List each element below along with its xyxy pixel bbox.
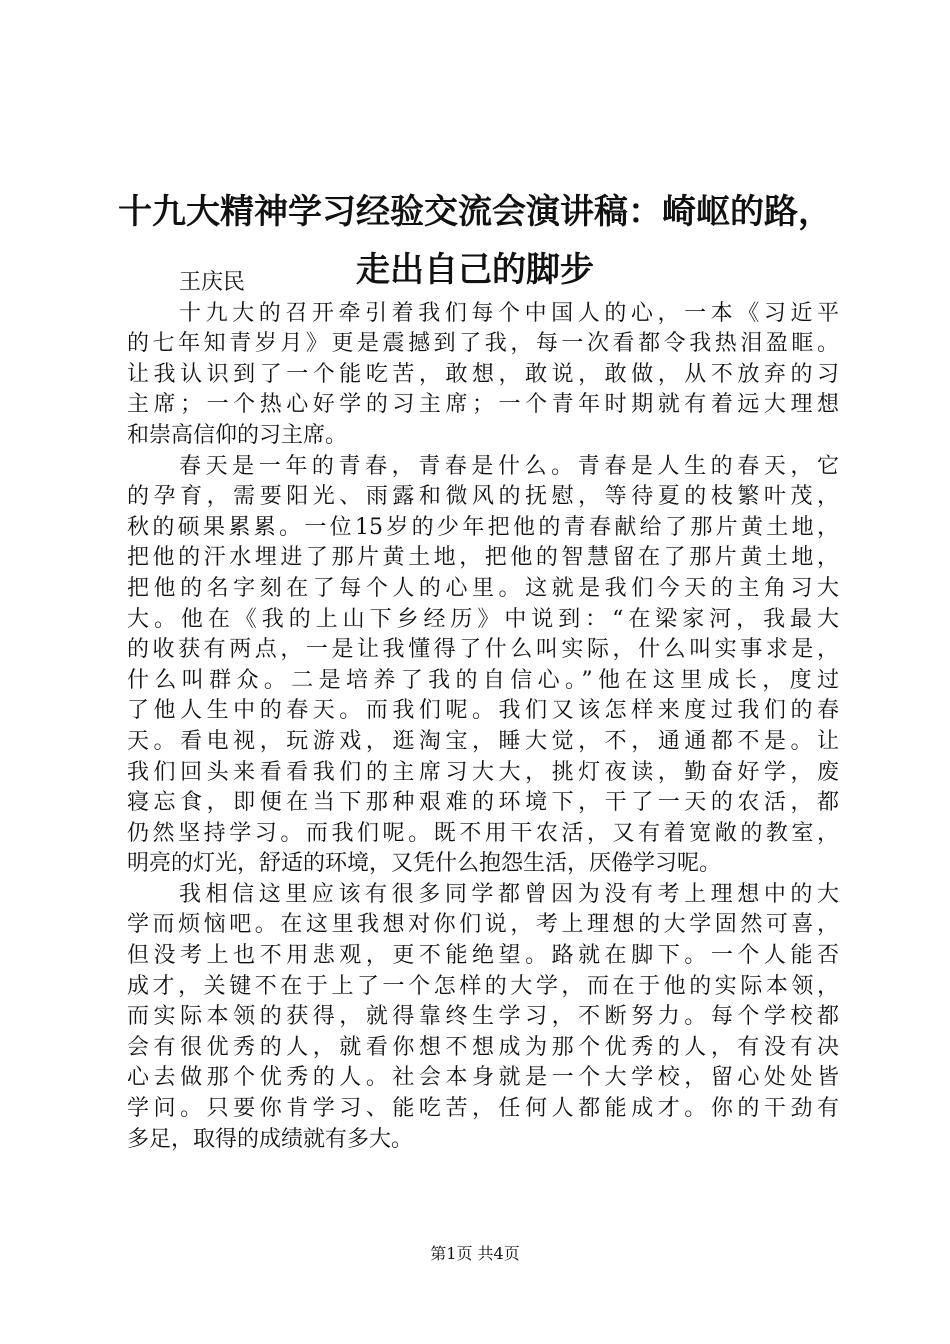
text-line: 的收获有两点，一是让我懂得了什么叫实际，什么叫实事求是，: [127, 637, 839, 663]
document-body: [127, 268, 839, 1155]
title-line: 走出自己的脚步: [356, 250, 594, 290]
text-line: 成才，关键不在于上了一个怎样的大学，而在于他的实际本领，: [127, 973, 839, 999]
text-line: 了他人生中的春天。而我们呢。我们又该怎样来度过我们的春: [127, 698, 839, 724]
text-line: 让我认识到了一个能吃苦，敢想，敢说，敢做，从不放弃的习: [127, 361, 839, 387]
text-line: 把他的汗水埋进了那片黄土地，把他的智慧留在了那片黄土地，: [127, 545, 839, 571]
text-line: 学问。只要你肯学习、能吃苦，任何人都能成才。你的干劲有: [127, 1096, 839, 1122]
text-line: 什么叫群众。二是培养了我的自信心。”他在这里成长，度过: [127, 667, 839, 693]
text-line: 秋的硕果累累。一位15岁的少年把他的青春献给了那片黄土地，: [127, 514, 839, 540]
text-line: 仍然坚持学习。而我们呢。既不用干农活，又有着宽敞的教室，: [127, 820, 839, 846]
paragraph-2: [127, 452, 839, 880]
text-line: 的孕育，需要阳光、雨露和微风的抚慰，等待夏的枝繁叶茂，: [127, 484, 839, 510]
text-line: 的七年知青岁月》更是震撼到了我，每一次看都令我热泪盈眶。: [127, 331, 839, 357]
text-line: 大。他在《我的上山下乡经历》中说到：“在梁家河，我最大: [127, 606, 839, 632]
author-name: 王庆民: [179, 270, 246, 295]
paragraph-1: [127, 299, 839, 452]
page-footer: [0, 1244, 950, 1264]
text-line: 十九大的召开牵引着我们每个中国人的心，一本《习近平: [179, 300, 839, 326]
paragraph-3: [127, 880, 839, 1155]
text-line: 多足，取得的成绩就有多大。: [127, 1126, 414, 1152]
text-line: 我们回头来看看我们的主席习大大，挑灯夜读，勤奋好学，废: [127, 759, 839, 785]
text-line: 学而烦恼吧。在这里我想对你们说，考上理想的大学固然可喜，: [127, 912, 839, 938]
text-line: 明亮的灯光，舒适的环境，又凭什么抱怨生活，厌倦学习呢。: [127, 851, 722, 877]
text-line: 心去做那个优秀的人。社会本身就是一个大学校，留心处处皆: [127, 1065, 839, 1091]
text-line: 寝忘食，即便在当下那种艰难的环境下，干了一天的农活，都: [127, 790, 839, 816]
text-line: 和崇高信仰的习主席。: [127, 422, 348, 448]
title-line: 十九大精神学习经验交流会演讲稿：崎岖的路，: [118, 192, 832, 232]
text-line: 天。看电视，玩游戏，逛淘宝，睡大觉，不，通通都不是。让: [127, 728, 839, 754]
text-line: 但没考上也不用悲观，更不能绝望。路就在脚下。一个人能否: [127, 943, 839, 969]
text-line: 而实际本领的获得，就得靠终生学习，不断努力。每个学校都: [127, 1004, 839, 1030]
text-line: 会有很优秀的人，就看你想不想成为那个优秀的人，有没有决: [127, 1034, 839, 1060]
text-line: 主席；一个热心好学的习主席；一个青年时期就有着远大理想: [127, 392, 839, 418]
text-line: 春天是一年的青春，青春是什么。青春是人生的春天，它: [179, 453, 839, 479]
text-line: 我相信这里应该有很多同学都曾因为没有考上理想中的大: [179, 881, 839, 907]
text-line: 把他的名字刻在了每个人的心里。这就是我们今天的主角习大: [127, 575, 839, 601]
page-number: 第1页 共4页: [430, 1244, 520, 1263]
